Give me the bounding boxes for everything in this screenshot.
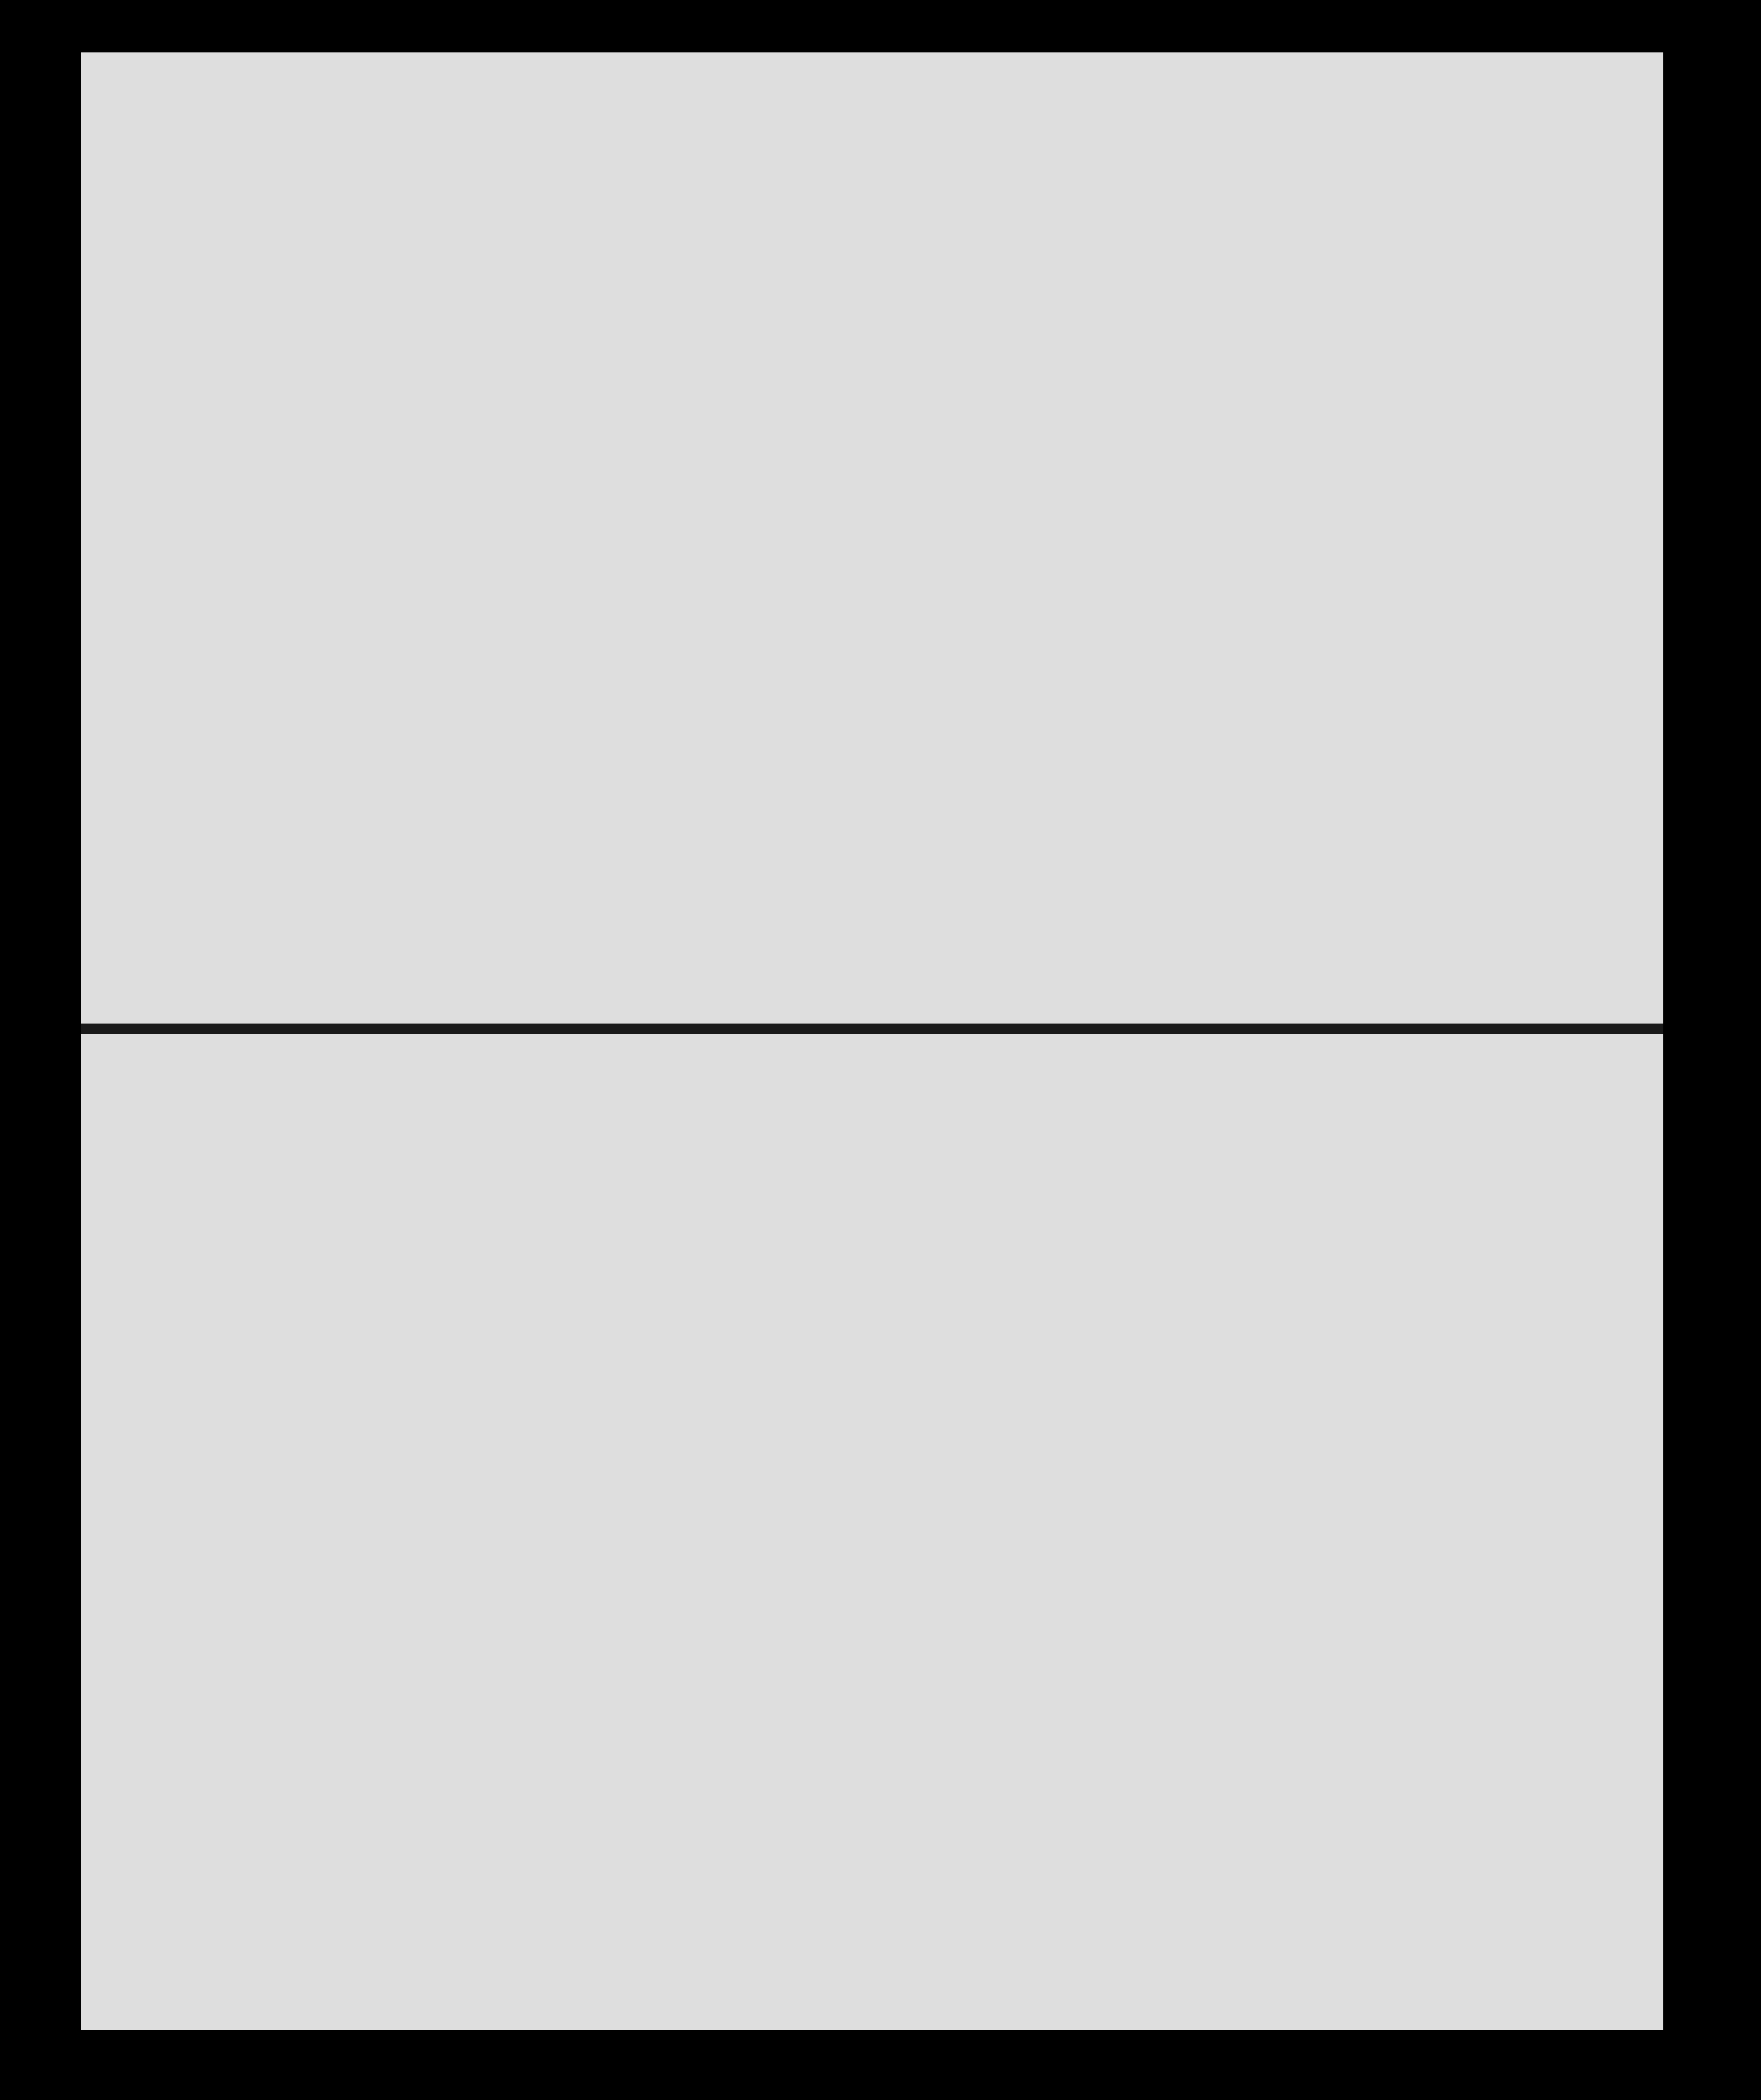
manifest-sheet <box>81 52 1663 2030</box>
bottom-page <box>81 1034 1663 2030</box>
page-fold <box>81 1024 1663 1035</box>
top-page <box>81 52 1663 1025</box>
